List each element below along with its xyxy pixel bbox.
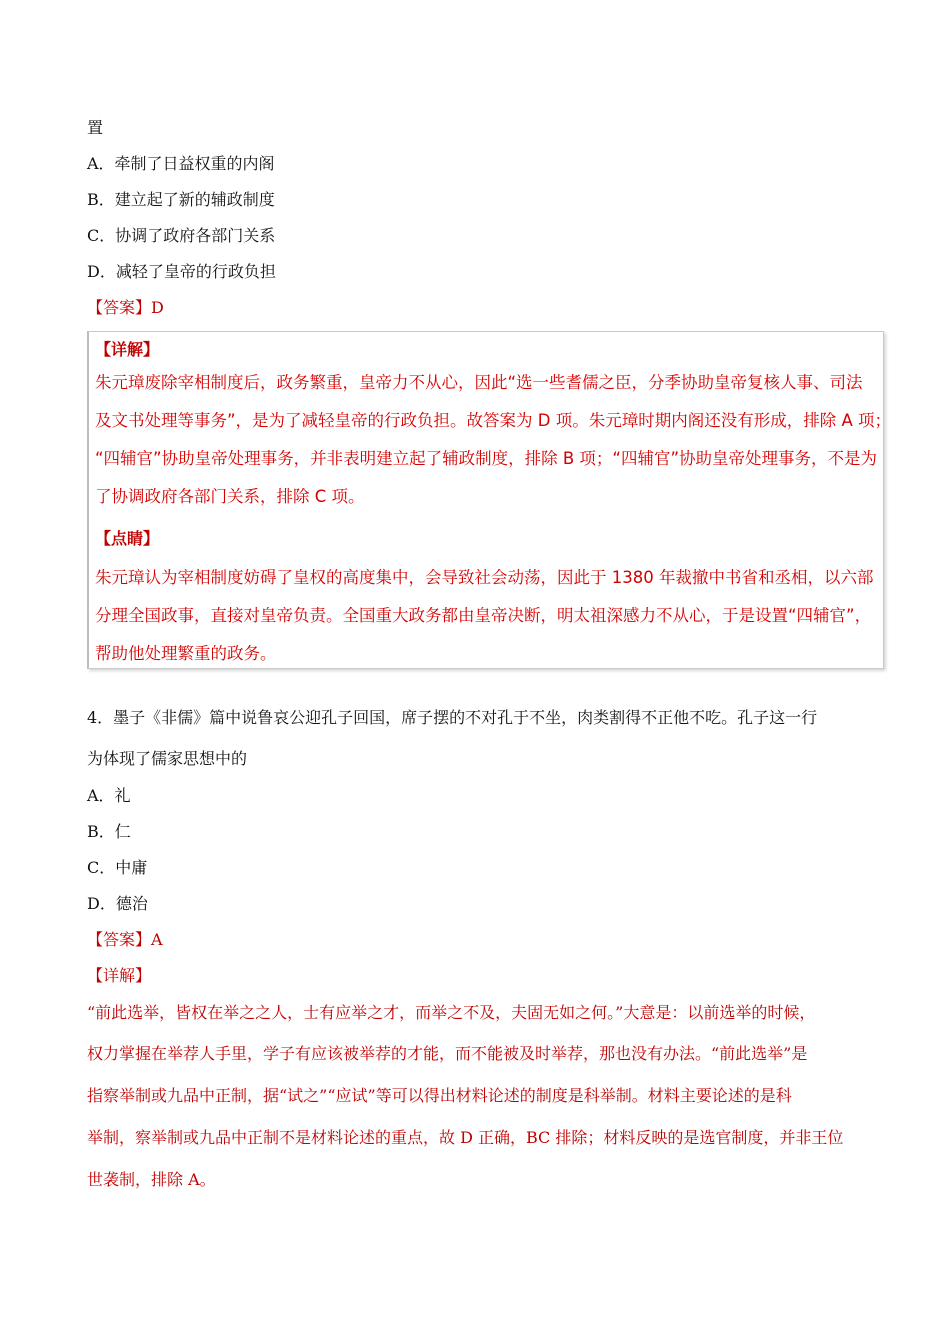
q3-explain-title: 【详解】 (95, 340, 160, 359)
q3-option-d: D．减轻了皇帝的行政负担 (87, 262, 276, 281)
q3-option-c: C．协调了政府各部门关系 (87, 226, 276, 245)
q4-stem-line-2: 为体现了儒家思想中的 (87, 749, 248, 768)
q4-explain-line-4: 举制，察举制或九品中正制不是材料论述的重点，故 D 正确，BC 排除；材料反映的是选官制度，并非王位 (87, 1128, 844, 1147)
q3-answer: 【答案】D (87, 298, 164, 317)
q4-explain-line-5: 世袭制，排除 A。 (87, 1170, 216, 1189)
q4-option-c: C．中庸 (87, 858, 148, 877)
q3-tip-line-1: 朱元璋认为宰相制度妨碍了皇权的高度集中，会导致社会动荡，因此于 1380 年裁撤中书省和丞相，以六部 (95, 568, 874, 587)
q3-explain-line-4: 了协调政府各部门关系，排除 C 项。 (95, 487, 365, 506)
q4-stem-line-1: 4．墨子《非儒》篇中说鲁哀公迎孔子回国，席子摆的不对孔于不坐，肉类割得不正他不吃。孔子这一行 (87, 708, 818, 727)
q4-option-a: A．礼 (87, 786, 131, 805)
q3-explain-line-3: “四辅官”协助皇帝处理事务，并非表明建立起了辅政制度，排除 B 项；“四辅官”协助皇帝处理事务，不是为 (95, 449, 878, 468)
q3-option-b: B．建立起了新的辅政制度 (87, 190, 275, 209)
q4-explain-title: 【详解】 (87, 966, 152, 985)
q4-option-b: B．仁 (87, 822, 131, 841)
q3-stem-tail: 置 (87, 118, 104, 137)
q4-explain-line-1: “前此选举，皆权在举之之人，士有应举之才，而举之不及，夫固无如之何。”大意是：以前选举的时候， (87, 1003, 816, 1022)
q3-tip-line-3: 帮助他处理繁重的政务。 (95, 644, 277, 663)
q3-tip-line-2: 分理全国政事，直接对皇帝负责。全国重大政务都由皇帝决断，明太祖深感力不从心，于是设置“四辅官”， (95, 606, 872, 625)
q4-answer: 【答案】A (87, 930, 163, 949)
q4-explain-line-2: 权力掌握在举荐人手里，学子有应该被举荐的才能，而不能被及时举荐，那也没有办法。“前此选举”是 (87, 1044, 808, 1063)
q4-explain-line-3: 指察举制或九品中正制，据“试之”“应试”等可以得出材料论述的制度是科举制。材料主要论述的是科 (87, 1086, 792, 1105)
q3-tip-title: 【点睛】 (95, 529, 160, 548)
q4-option-d: D．德治 (87, 894, 148, 913)
q3-explanation-box (87, 331, 892, 669)
q3-explain-line-2: 及文书处理等事务”，是为了减轻皇帝的行政负担。故答案为 D 项。朱元璋时期内阁还没有形成，排除 A 项； (95, 411, 892, 430)
q3-explain-line-1: 朱元璋废除宰相制度后，政务繁重，皇帝力不从心，因此“选一些耆儒之臣，分季协助皇帝复核人事、司法 (95, 373, 863, 392)
q3-option-a: A．牵制了日益权重的内阁 (87, 154, 275, 173)
